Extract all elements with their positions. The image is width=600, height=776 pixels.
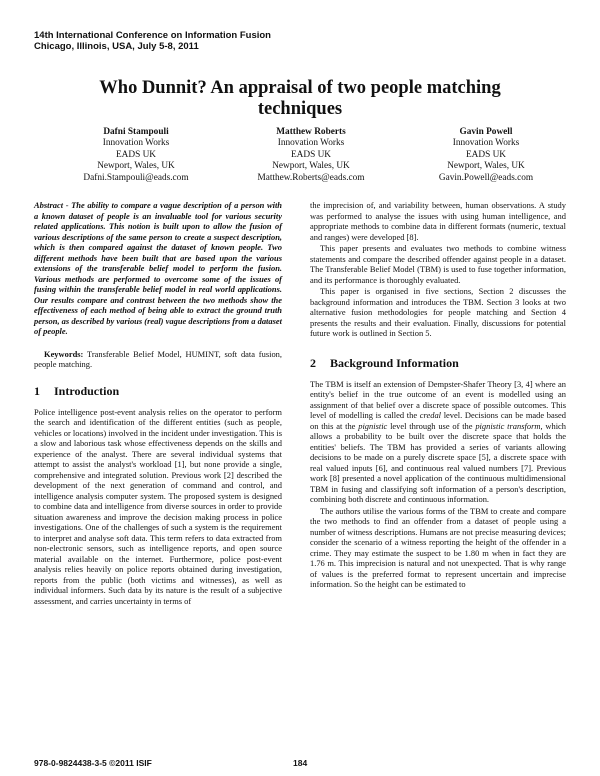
author-company: EADS UK: [465, 149, 507, 160]
keywords-label: Keywords:: [44, 348, 84, 359]
background-text: , which allows a probability to be built over the discrete space that holds the entities' beliefs. The TBM has provided a series of variants allowing decisions to be made on a purely discrete space [5], a discrete space with real valued inputs [6], and continuous real valued numbers [7]. Previous work [8] presented a novel application of the continuous multidimensional TBM in fusing and classifying soft information of a person's description, combining both discrete and continuous information.: [310, 420, 566, 504]
section-number: 2: [310, 355, 316, 370]
author-company: EADS UK: [115, 149, 157, 160]
background-text: The TBM is itself an extension of Dempster-Shafer Theory [3, 4] where an entity's belief in the true outcome of an event is modelled using an assignment of that belief over a discrete space of possible outcomes. This level of modelling is called the: [310, 378, 566, 420]
author-2: [231, 127, 391, 184]
section-heading-background: [310, 356, 566, 370]
author-name: Gavin Powell: [459, 127, 513, 137]
left-column: [34, 200, 282, 606]
author-name: Matthew Roberts: [276, 127, 346, 137]
author-org: Innovation Works: [102, 138, 170, 149]
author-1: [56, 127, 216, 184]
author-org: Innovation Works: [452, 138, 520, 149]
author-name: Dafni Stampouli: [103, 127, 169, 137]
background-text: level. Decisions can be made based on this at the: [310, 410, 566, 431]
term-pignistic-transform: pignistic transform: [475, 420, 541, 431]
author-block: [56, 127, 566, 184]
section-title: Background Information: [330, 355, 459, 370]
author-company: EADS UK: [290, 149, 332, 160]
author-3: [406, 127, 566, 184]
conference-name: 14th International Conference on Information Fusion: [34, 30, 271, 41]
intro-paragraph-2: This paper presents and evaluates two methods to combine witness statements and compare the described offender against people in a dataset. The Transferable Belief Model (TBM) is used to fuse together information, and its performance is thoroughly evaluated.: [310, 243, 566, 285]
abstract-label: Abstract: [34, 200, 64, 210]
keywords-text: Transferable Belief Model, HUMINT, soft data fusion, people matching.: [34, 348, 282, 369]
section-heading-introduction: [34, 384, 282, 398]
intro-paragraph-1-continued: the imprecision of, and variability between, human observations. A study was performed to analyse the issues with using human intelligence, and appropriate methods to combine data in different formats (numeric, textual and ranges) were developed [8].: [310, 200, 566, 242]
abstract-text: - The ability to compare a vague description of a person with a known dataset of people is an invaluable tool for various security related applications. This notion is built upon to allow the fusion of various descriptions of the same person to create a suspect description, which is then compared against the dataset of known people. Two different methods have been built that are based upon the various extensions of the transferable belief model to perform the fusion. Various methods are performed to overcome some of the issues of fusing within the transferable belief model in real world applications. Our results compare and contrast between the two methods show the effectiveness of each method of being able to extract the ground truth person, as described by various (real) vague descriptions from a dataset of people.: [34, 200, 282, 336]
intro-paragraph-1: Police intelligence post-event analysis relies on the operator to perform the search and identification of the different entities (such as people, vehicles or locations) involved in the incident under investigation. This is a slow and laborious task whose effectiveness depends on the skills and experience of the analyst. There are several individual systems that attempt to assist the analyst's workload [1], but none provide a single, comprehensive and integrated solution. Previous work [2] described the development of the next generation of command and control, and intelligence analysis computer system. The proposed system is designed to combine data and intelligence from diverse sources in order to provide situation awareness and improve the decision making process in police investigations. One of the challenges of such a system is the requirement to interpret and analyse soft data. This term refers to data extracted from non-electronic sensors, such as intelligence reports, and open source material available on the internet. Furthermore, police post-event analysis relies heavily on police reports obtained during investigation, reports from the public (both victims and witnesses), as well as individual informers. Such data by its nature is the result of a subjective assessment, and carries uncertainty in terms of: [34, 406, 282, 606]
background-paragraph-1: [310, 379, 566, 505]
term-credal: credal: [419, 410, 442, 420]
author-email: Dafni.Stampouli@eads.com: [83, 172, 189, 183]
right-column: [310, 200, 566, 590]
conference-location-date: Chicago, Illinois, USA, July 5-8, 2011: [34, 41, 199, 52]
author-email: Gavin.Powell@eads.com: [438, 172, 534, 183]
section-number: 1: [34, 383, 40, 398]
author-org: Innovation Works: [277, 138, 345, 149]
footer-isbn: 978-0-9824438-3-5 ©2011 ISIF: [34, 758, 152, 768]
author-location: Newport, Wales, UK: [272, 161, 350, 172]
author-location: Newport, Wales, UK: [447, 161, 525, 172]
background-text: level through use of the: [387, 420, 476, 431]
intro-paragraph-3: This paper is organised in five sections, Section 2 discusses the background information and introduces the TBM. Section 3 looks at two alternative fusion methodologies for people matching and Section 4 presents the results and their evaluation. Finally, discussions for potential future work is outlined in Section 5.: [310, 286, 566, 338]
term-pignistic: pignistic: [358, 420, 388, 431]
page-number: 184: [293, 758, 308, 768]
paper-title: Who Dunnit? An appraisal of two people matching techniques: [99, 78, 501, 119]
keywords: [34, 349, 282, 370]
abstract: [34, 200, 282, 337]
author-email: Matthew.Roberts@eads.com: [257, 172, 365, 183]
author-location: Newport, Wales, UK: [97, 161, 175, 172]
section-title: Introduction: [54, 383, 120, 398]
background-paragraph-2: The authors utilise the various forms of the TBM to create and compare the two methods to find an offender from a dataset of people using a number of witness descriptions. Humans are not precise measuring devices; consider the scenario of a witness reporting the height of the offender in a crime. They may estimate the suspect to be 1.80 m when in fact they are 1.76 m. This imprecision is natural and not unexpected. That is why range of values is the preferred format to represent uncertain and imprecise information. So the height can be estimated to: [310, 505, 566, 589]
